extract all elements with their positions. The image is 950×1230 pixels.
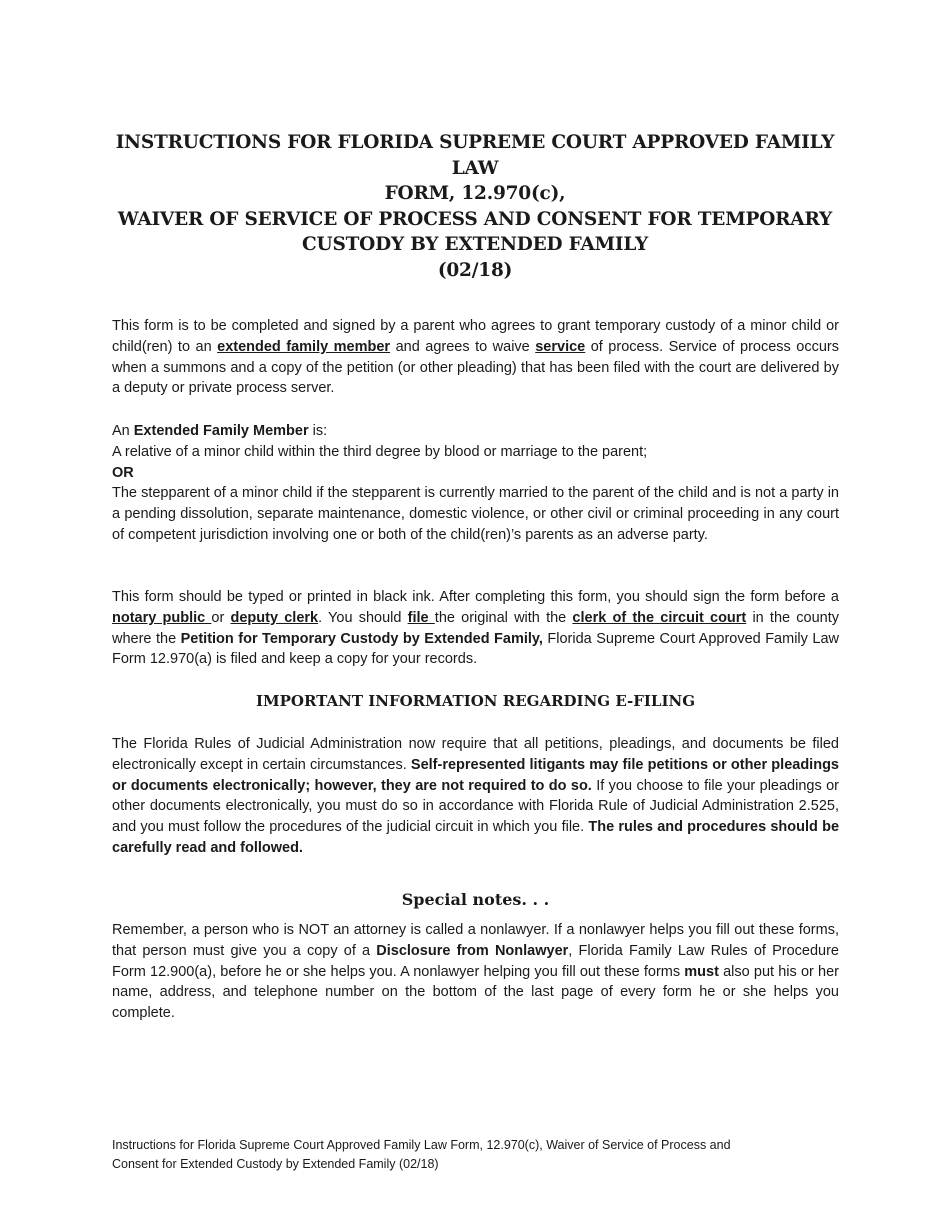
filing-paragraph: This form should be typed or printed in black ink. After completing this form, you should sign the form before a notary public or deputy clerk. You should file the original with the clerk of the circuit court in the county where the Petition for Temporary Custody by Extended Family, Florida Supreme Court Approved Family Law Form 12.970(a) is filed and keep a copy for your records. xyxy=(112,589,840,668)
disclosure-term: Disclosure from Nonlawyer xyxy=(376,942,569,959)
efiling-rules-note: The rules and procedures should be carefully read and followed. xyxy=(112,819,840,856)
title-line-4: CUSTODY BY EXTENDED FAMILY xyxy=(302,234,648,255)
efiling-paragraph: The Florida Rules of Judicial Administration now require that all petitions, pleadings, and documents be filed electronically except in certain circumstances. Self-represented litigants may file petitions or other pleadings or documents electronically; however, they are not required to do so. If you choose to file your pleadings or other documents electronically, you must do so in accordance with Florida Rule of Judicial Administration 2.525, and you must follow the procedures of the judicial circuit in which you file. The rules and procedures should be carefully read and followed. xyxy=(112,736,840,856)
extended-family-member-term: extended family member xyxy=(217,338,391,355)
definition-relative: A relative of a minor child within the third degree by blood or marriage to the parent; xyxy=(112,443,648,460)
service-term: service xyxy=(535,338,586,355)
title-line-5: (02/18) xyxy=(437,259,513,281)
special-notes-heading: Special notes. . . xyxy=(401,890,550,909)
intro-paragraph: This form is to be completed and signed by a parent who agrees to grant temporary custody of a minor child or child(ren) to an extended family member and agrees to waive service of process. Service of process occurs when a summons and a copy of the petition (or other pleading) that has been filed with the court are delivered by a deputy or private process server. xyxy=(112,318,839,397)
definition-intro: An Extended Family Member is: xyxy=(112,423,328,439)
definition-section xyxy=(112,421,839,546)
efiling-heading: IMPORTANT INFORMATION REGARDING E-FILING xyxy=(255,692,696,710)
notary-public-term: notary public xyxy=(112,609,212,626)
title-line-3: WAIVER OF SERVICE OF PROCESS AND CONSENT FOR TEMPORARY xyxy=(117,208,833,230)
page-footer xyxy=(112,1136,839,1174)
special-notes-paragraph: Remember, a person who is NOT an attorney is called a nonlawyer. If a nonlawyer helps you fill out these forms, that person must give you a copy of a Disclosure from Nonlawyer, Florida Family Law Rules of Procedure Form 12.900(a), before he or she helps you. A nonlawyer helping you fill out these forms must also put his or her name, address, and telephone number on the bottom of the last page of every form he or she helps you complete. xyxy=(112,922,839,1022)
must-term: must xyxy=(684,963,719,980)
footer-line-2: Consent for Extended Custody by Extended Family (02/18) xyxy=(112,1157,439,1171)
clerk-of-circuit-court-term: clerk of the circuit court xyxy=(572,609,747,626)
title-line-1: INSTRUCTIONS FOR FLORIDA SUPREME COURT APPROVED FAMILY LAW xyxy=(115,132,835,179)
petition-name: Petition for Temporary Custody by Extended Family, xyxy=(180,630,543,647)
file-term: file xyxy=(407,609,435,626)
title-line-2: FORM, 12.970(c), xyxy=(384,183,566,204)
definition-term: Extended Family Member xyxy=(133,423,309,439)
footer-line-1: Instructions for Florida Supreme Court Approved Family Law Form, 12.970(c), Waiver of Service of Process and xyxy=(112,1138,731,1152)
definition-or: OR xyxy=(112,464,134,481)
efiling-self-represented-note: Self-represented litigants may file petitions or other pleadings or documents electronically; however, they are not required to do so. xyxy=(112,756,839,794)
deputy-clerk-term: deputy clerk xyxy=(230,609,319,626)
definition-stepparent: The stepparent of a minor child if the stepparent is currently married to the parent of the child and is not a party in a pending dissolution, separate maintenance, domestic violence, or other civil or criminal proceeding in any court of competent jurisdiction involving one or both of the child(ren)’s parents as an adverse party. xyxy=(112,485,839,543)
document-title xyxy=(100,130,850,283)
